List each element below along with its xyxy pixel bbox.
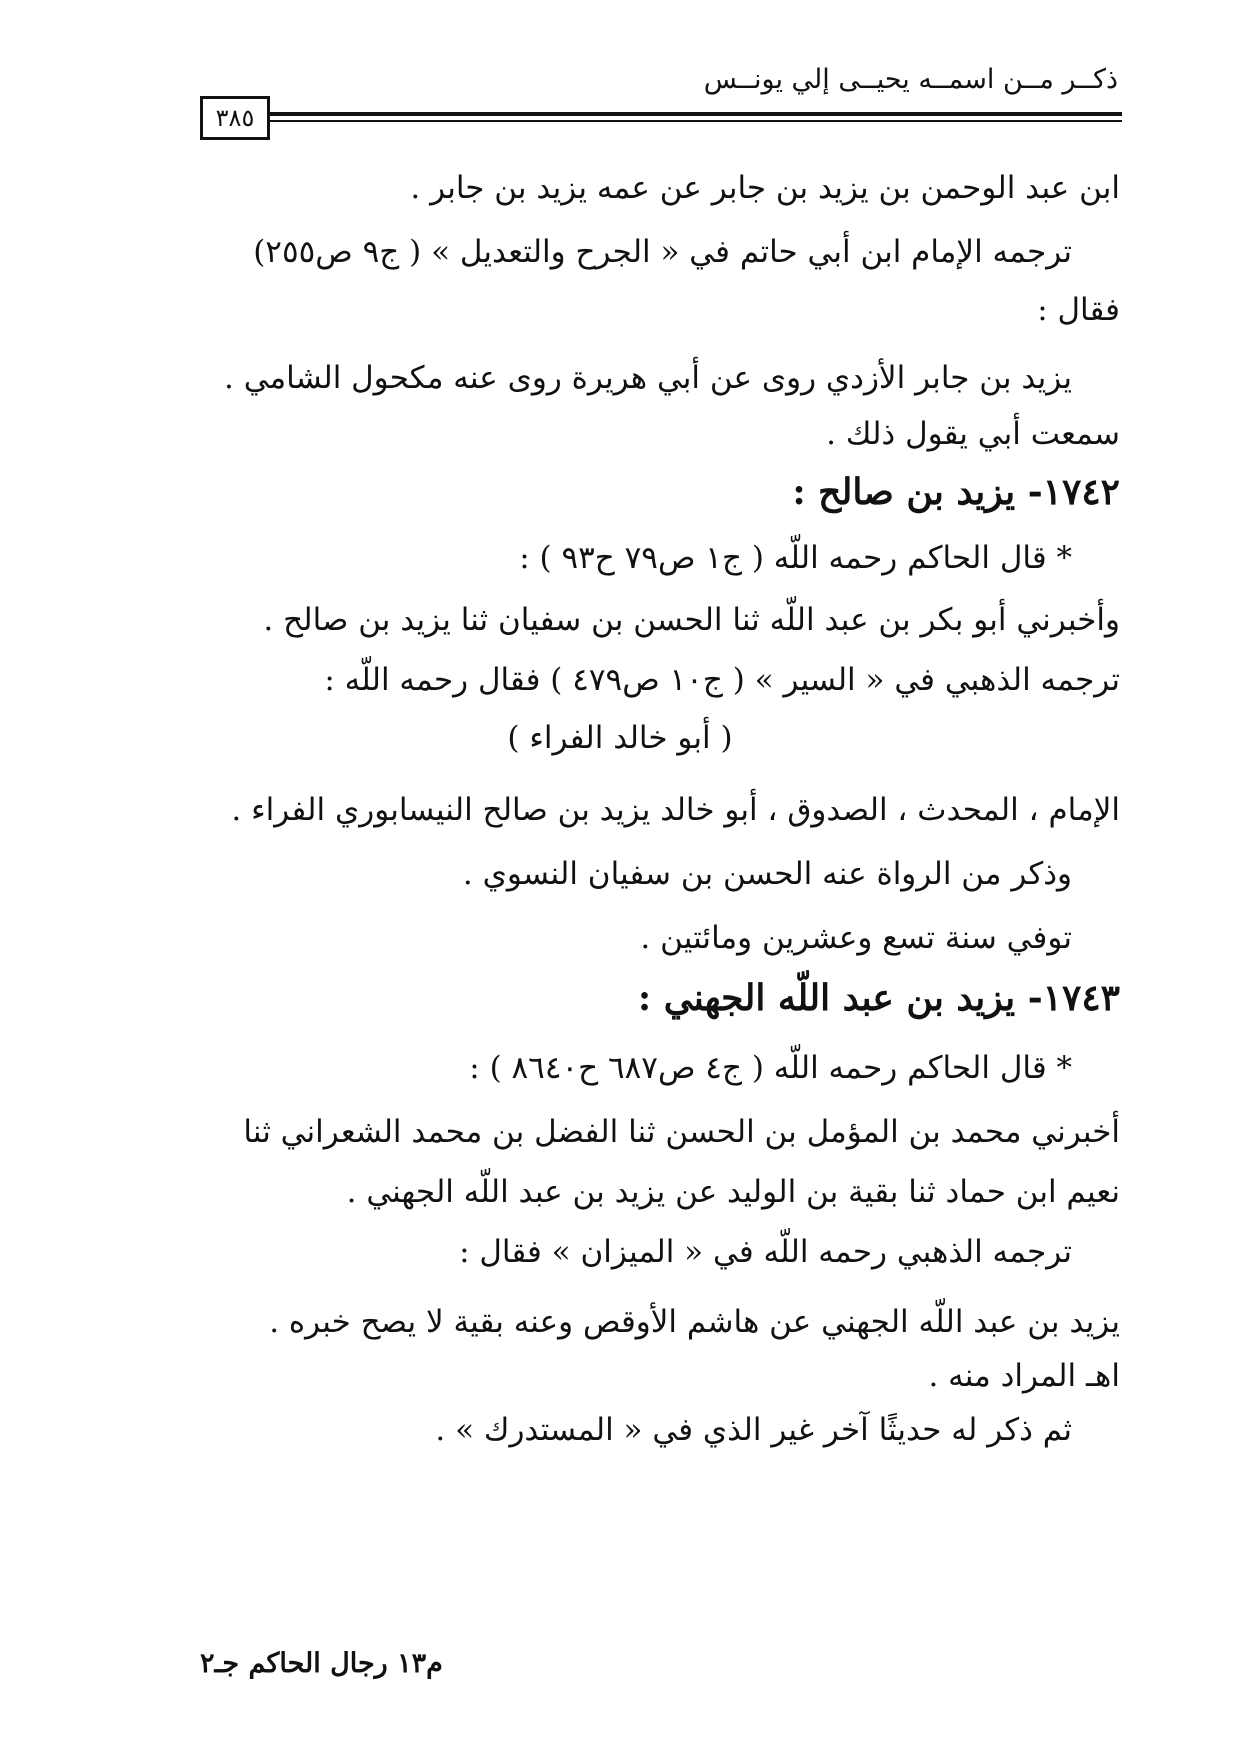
- text-line: سمعت أبي يقول ذلك .: [826, 416, 1120, 452]
- text-line: نعيم ابن حماد ثنا بقية بن الوليد عن يزيد بن عبد اللّه الجهني .: [346, 1174, 1120, 1210]
- text-line: فقال :: [1037, 292, 1120, 328]
- text-line: وذكر من الرواة عنه الحسن بن سفيان النسوي .: [462, 856, 1072, 892]
- text-line: ابن عبد الوحمن بن يزيد بن جابر عن عمه يزيد بن جابر .: [410, 170, 1120, 206]
- header-rule-thin: [270, 120, 1122, 122]
- text-line: ترجمه الذهبي في « السير » ( ج١٠ ص٤٧٩ ) فقال رحمه اللّه :: [324, 662, 1120, 698]
- text-line: اهـ المراد منه .: [928, 1358, 1120, 1394]
- text-line: ترجمه الذهبي رحمه اللّه في « الميزان » فقال :: [459, 1234, 1072, 1270]
- text-line: * قال الحاكم رحمه اللّه ( ج١ ص٧٩ ح٩٣ ) :: [519, 540, 1072, 576]
- text-line: الإمام ، المحدث ، الصدوق ، أبو خالد يزيد بن صالح النيسابوري الفراء .: [231, 792, 1120, 828]
- centered-subtitle: ( أبو خالد الفراء ): [507, 720, 733, 756]
- text-line: يزيد بن جابر الأزدي روى عن أبي هريرة روى عنه مكحول الشامي .: [224, 360, 1072, 396]
- entry-heading-1742: ١٧٤٢- يزيد بن صالح :: [792, 471, 1120, 513]
- text-line: * قال الحاكم رحمه اللّه ( ج٤ ص٦٨٧ ح٨٦٤٠ ) :: [469, 1050, 1072, 1086]
- page-number: ٣٨٥: [200, 96, 270, 140]
- running-header-title: ذكــر مــن اسمــه يحيــى إلي يونــس: [703, 64, 1118, 95]
- text-line: ثم ذكر له حديثًا آخر غير الذي في « المستدرك » .: [435, 1412, 1072, 1448]
- header-rule-thick: [270, 112, 1122, 116]
- text-line: أخبرني محمد بن المؤمل بن الحسن ثنا الفضل بن محمد الشعراني ثنا: [243, 1114, 1120, 1150]
- text-line: ترجمه الإمام ابن أبي حاتم في « الجرح والتعديل » ( ج٩ ص٢٥٥): [253, 234, 1072, 270]
- text-line: يزيد بن عبد اللّه الجهني عن هاشم الأوقص وعنه بقية لا يصح خبره .: [269, 1304, 1120, 1340]
- entry-heading-1743: ١٧٤٣- يزيد بن عبد اللّه الجهني :: [637, 977, 1120, 1019]
- footer-signature: م١٣ رجال الحاكم جـ٢: [200, 1648, 443, 1679]
- text-line: توفي سنة تسع وعشرين ومائتين .: [640, 920, 1072, 956]
- text-line: وأخبرني أبو بكر بن عبد اللّه ثنا الحسن بن سفيان ثنا يزيد بن صالح .: [263, 602, 1120, 638]
